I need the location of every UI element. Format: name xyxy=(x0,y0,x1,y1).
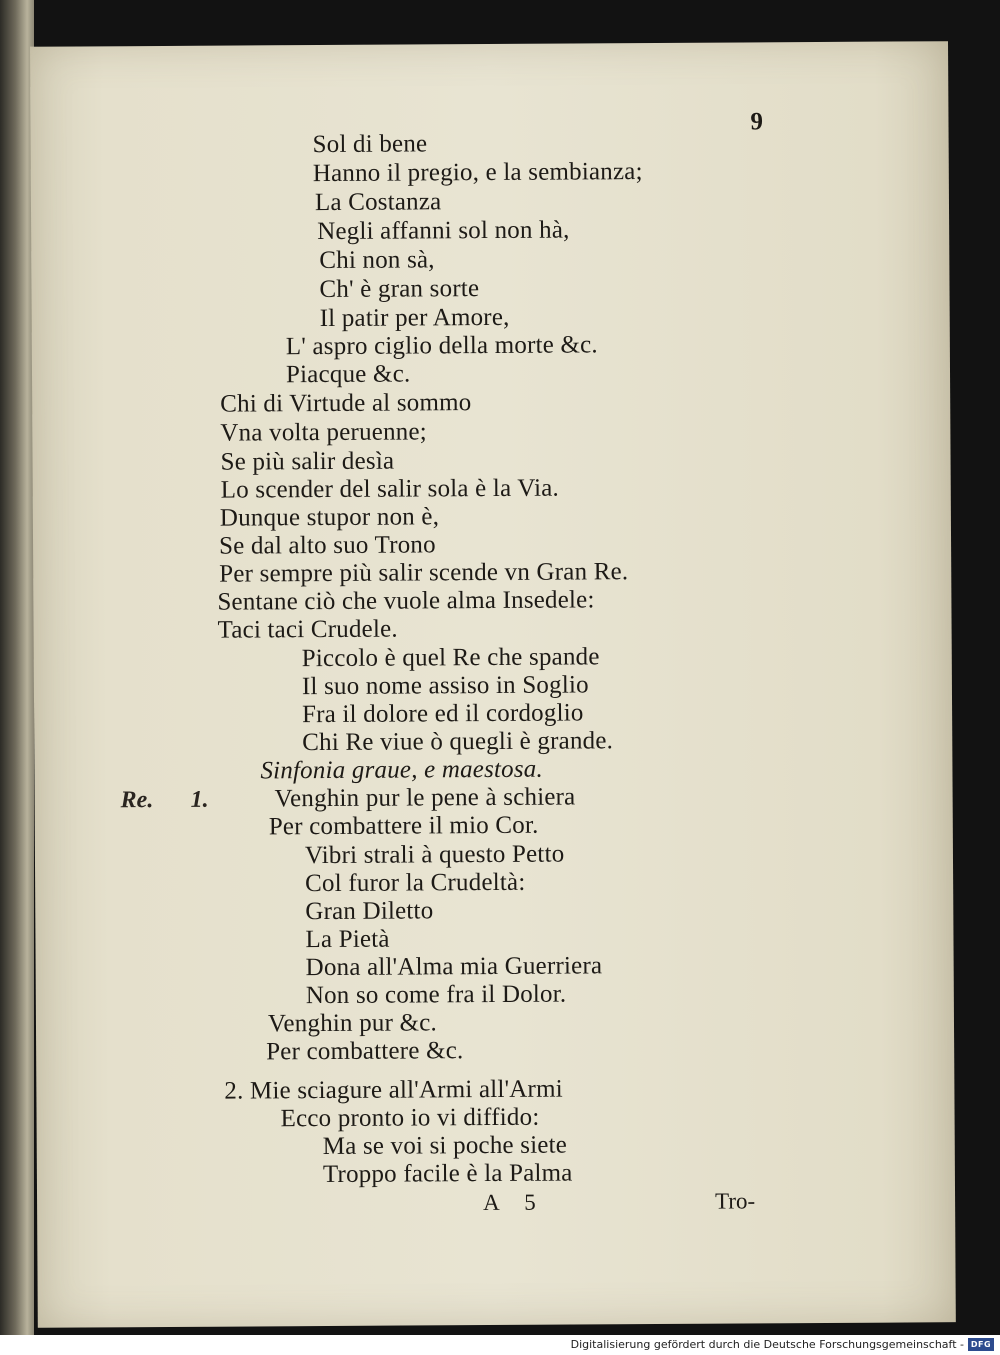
text-line: Gran Diletto xyxy=(305,897,434,926)
text-line: La Costanza xyxy=(314,188,442,217)
text-line: Il suo nome assiso in Soglio xyxy=(301,671,589,701)
catchword: Tro- xyxy=(714,1188,756,1214)
text-line: La Pietà xyxy=(305,925,390,954)
text-line: Dunque stupor non è, xyxy=(219,503,440,532)
text-line: Chi non sà, xyxy=(319,246,435,275)
page-number: 9 xyxy=(750,108,764,136)
text-line: Se dal alto suo Trono xyxy=(218,531,436,560)
text-line: Fra il dolore ed il cordoglio xyxy=(302,699,584,729)
text-line: Non so come fra il Dolor. xyxy=(305,980,567,1010)
text-line: Ecco pronto io vi diffido: xyxy=(280,1103,540,1133)
text-line: Chi Re viue ò quegli è grande. xyxy=(302,727,614,757)
text-line: L' aspro ciglio della morte &c. xyxy=(285,331,598,361)
text-line: Ma se voi si poche siete xyxy=(322,1131,568,1161)
book-page xyxy=(30,41,956,1328)
stage-direction: Sinfonia graue, e maestosa. xyxy=(260,755,543,785)
text-line: Il patir per Amore, xyxy=(319,303,510,333)
text-line: Per combattere il mio Cor. xyxy=(268,811,539,841)
text-line: Per sempre più salir scende vn Gran Re. xyxy=(219,558,629,588)
footer-bar xyxy=(0,1335,1000,1355)
text-line: Hanno il pregio, e la sembianza; xyxy=(312,158,643,188)
text-line: Venghin pur le pene à schiera xyxy=(274,783,576,813)
text-line: Piacque &c. xyxy=(285,360,411,389)
text-line: Col furor la Crudeltà: xyxy=(305,868,526,898)
text-line: Chi di Virtude al sommo xyxy=(220,389,472,418)
text-line: 2. Mie sciagure all'Armi all'Armi xyxy=(224,1075,563,1105)
text-line: Ch' è gran sorte xyxy=(319,275,480,304)
text-line: Venghin pur &c. xyxy=(267,1009,438,1038)
verse-marker: 1. xyxy=(190,786,209,813)
text-line: Taci taci Crudele. xyxy=(217,615,398,644)
footer-credit: Digitalisierung gefördert durch die Deutsche Forschungsgemeinschaft - xyxy=(570,1338,964,1351)
text-line: Sentane ciò che vuole alma Insedele: xyxy=(217,586,595,616)
text-line: Per combattere &c. xyxy=(266,1037,464,1066)
text-line: Se più salir desìa xyxy=(220,447,395,476)
text-line: Negli affanni sol non hà, xyxy=(317,216,570,246)
text-line: Lo scender del salir sola è la Via. xyxy=(220,474,560,504)
text-line: Troppo facile è la Palma xyxy=(322,1159,573,1189)
signature-mark: A 5 xyxy=(483,1189,546,1216)
left-page-edge xyxy=(0,0,34,1335)
dfg-logo: DFG xyxy=(968,1338,994,1351)
text-line: Vna volta peruenne; xyxy=(220,418,427,447)
text-line: Sol di bene xyxy=(312,130,428,159)
speaker-marker: Re. xyxy=(120,787,154,814)
text-line: Dona all'Alma mia Guerriera xyxy=(305,952,603,982)
text-line: Vibri strali à questo Petto xyxy=(304,840,565,870)
text-line: Piccolo è quel Re che spande xyxy=(301,643,600,673)
